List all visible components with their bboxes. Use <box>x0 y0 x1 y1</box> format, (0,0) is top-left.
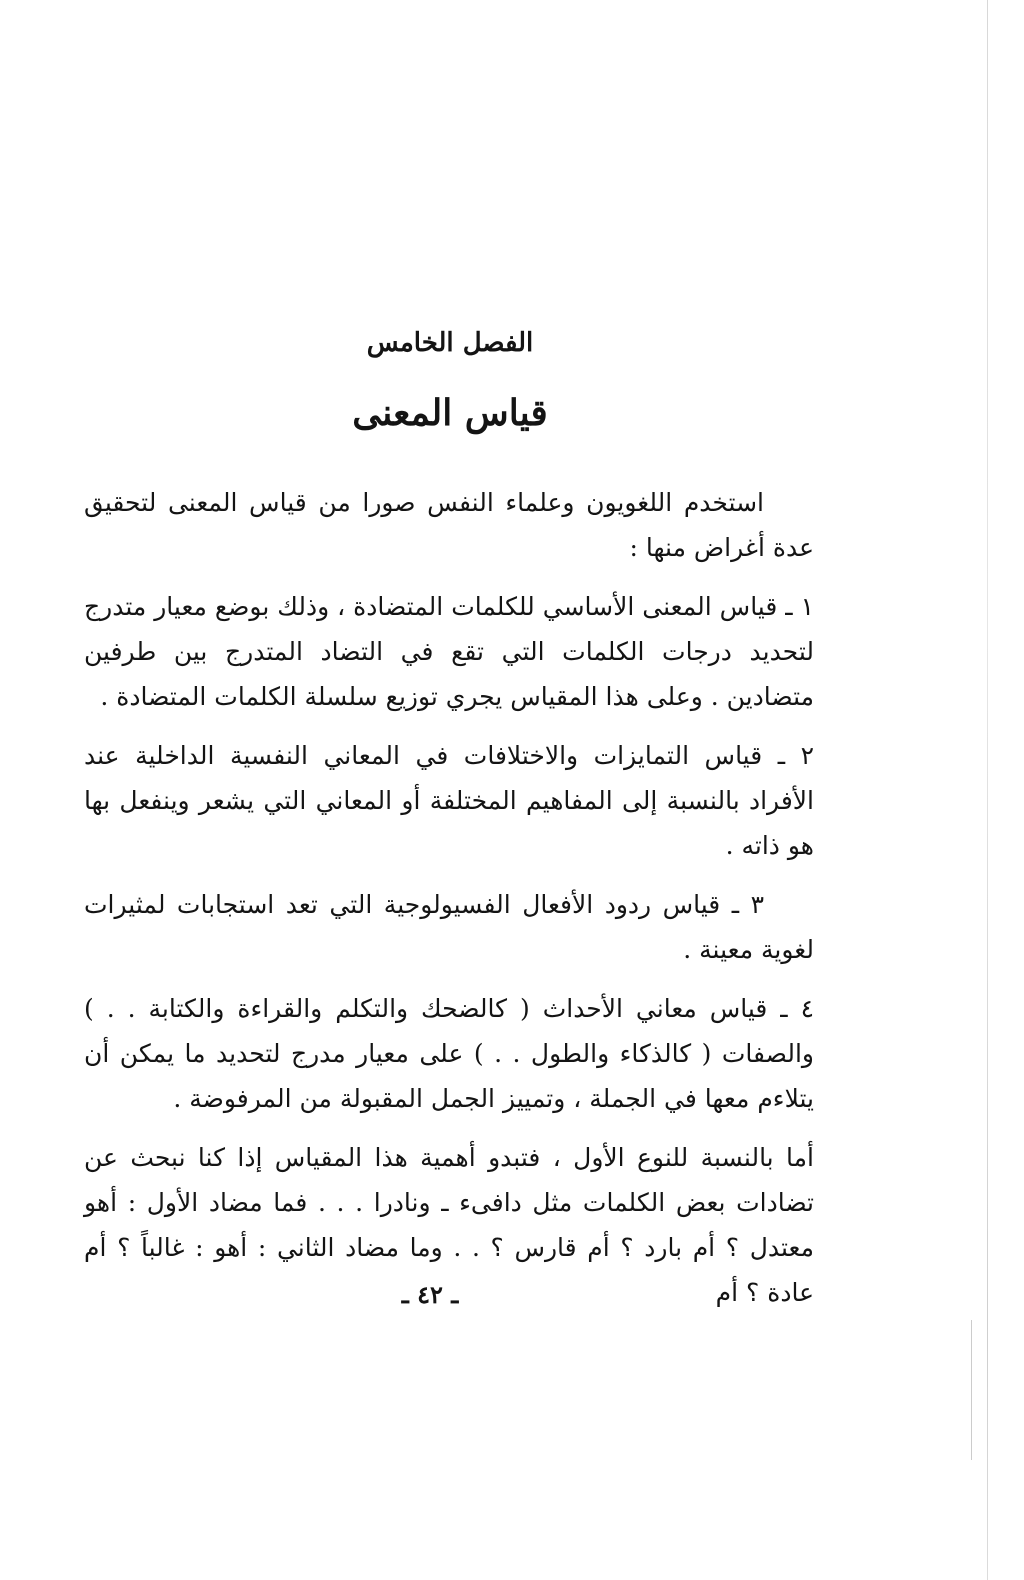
list-item: ٢ ـ قياس التمايزات والاختلافات في المعاني النفسية الداخلية عند الأفراد بالنسبة إلى المفاهيم المختلفة أو المعاني التي يشعر وينفعل بها هو ذاته . <box>84 741 814 860</box>
list-item: ٣ ـ قياس ردود الأفعال الفسيولوجية التي تعد استجابات لمثيرات لغوية معينة . <box>84 890 814 964</box>
page-number: ـ ٤٢ ـ <box>401 1280 459 1309</box>
intro-paragraph: استخدم اللغويون وعلماء النفس صورا من قياس المعنى لتحقيق عدة أغراض منها : <box>84 488 814 562</box>
scan-edge-line <box>987 0 988 1580</box>
list-item: ١ ـ قياس المعنى الأساسي للكلمات المتضادة ، وذلك بوضع معيار متدرج لتحديد درجات الكلمات التي تقع في التضاد المتدرج بين طرفين متضادين . وعلى هذا المقياس يجري توزيع سلسلة الكلمات المتضادة . <box>84 592 814 711</box>
scan-edge-mark <box>971 1320 972 1460</box>
page-body <box>84 480 814 1329</box>
chapter-title: قياس المعنى <box>352 392 548 434</box>
closing-paragraph: أما بالنسبة للنوع الأول ، فتبدو أهمية هذا المقياس إذا كنا نبحث عن تضادات بعض الكلمات مثل دافىء ـ ونادرا . . . فما مضاد الأول : أهو معتدل ؟ أم بارد ؟ أم قارس ؟ . . وما مضاد الثاني : أهو : غالباً ؟ أم عادة ؟ أم <box>84 1143 814 1307</box>
list-item: ٤ ـ قياس معاني الأحداث ( كالضحك والتكلم والقراءة والكتابة . . ) والصفات ( كالذكاء والطول . . ) على معيار مدرج لتحديد ما يمكن أن يتلاءم معها في الجملة ، وتمييز الجمل المقبولة من المرفوضة . <box>84 994 814 1113</box>
chapter-label: الفصل الخامس <box>366 328 534 358</box>
